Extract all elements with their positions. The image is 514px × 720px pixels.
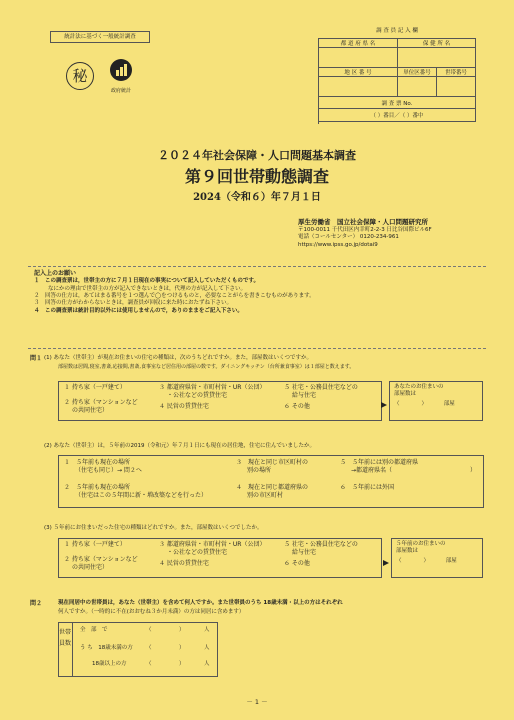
area-no-field[interactable] <box>319 77 398 97</box>
q1a-option-3[interactable]: ３ 都道府県営・市町村営・UR（公団） <box>159 384 266 391</box>
sub-title: 第９回世帯動態調査 <box>184 167 329 186</box>
q1b-option-3[interactable]: ３ 現在と同じ市区町村の <box>236 459 309 466</box>
note-4: ４ この調査票は統計目的以外には使用しませんので，ありのままをご記入下さい。 <box>34 307 243 314</box>
gov-stat-logo-text: 政府統計 <box>110 88 131 94</box>
q2-row2-label: う ち 18歳未満の方 <box>80 645 133 651</box>
arrow-icon <box>383 552 391 560</box>
note-3: ３ 回答の仕方がわからないときは，調査員が回収に来た時におたずね下さい。 <box>34 300 233 307</box>
rooms-box-c <box>391 538 483 578</box>
org-ministry: 厚生労働省 国立社会保障・人口問題研究所 <box>298 218 428 226</box>
notes-heading: 記入上のお願い <box>34 270 77 277</box>
q2-row2-unit: 人 <box>204 645 210 651</box>
q1-part1-note: 部屋数は居間,寝室,書斎,応接間,書斎,食事室など居住用の部屋の数です。ダイニングキッチン（台所兼食事室）は１部屋と数えます。 <box>58 364 355 370</box>
area-no-label: 地 区 番 号 <box>319 68 398 77</box>
stat-label: 統計法に基づく一般統計調査 <box>50 31 150 43</box>
q1-label: 問１ <box>30 355 43 362</box>
q2-label: 問２ <box>30 600 43 607</box>
sheet-no-label: 調 査 票 No. <box>319 97 476 109</box>
q1a-option-2[interactable]: ２ 持ち家（マンションなど <box>64 399 138 406</box>
q2-row2-input[interactable]: （ ） <box>146 645 185 651</box>
q1b-option-1b: （住宅も同じ）→ 問２へ <box>75 467 142 474</box>
page-number: － 1 － <box>246 698 268 706</box>
rooms-box-a-line1: あなたのお住まいの <box>394 384 444 390</box>
q1a-option-3b: ・公社などの賃貸住宅 <box>167 392 228 399</box>
q1b-option-4[interactable]: ４ 現在と同じ都道府県の <box>236 484 309 491</box>
q1b-option-2[interactable]: ２ ５年前も現在の場所 <box>64 484 131 491</box>
gov-stat-logo-icon <box>108 58 134 82</box>
q1b-option-2b: （住宅はこの５年間に新・増改築などを行った） <box>75 492 208 499</box>
org-phone: 電話（コールセンター） 0120-234-961 <box>298 234 399 241</box>
note-2: ２ 回答の仕方は，あてはまる番号を１つ選んで◯をつけるものと，必要なことがらを書きこむものがあります。 <box>34 292 315 299</box>
surveyor-table <box>318 28 476 124</box>
rooms-a-unit: 部屋 <box>443 400 455 407</box>
q1-part2-text: (2) あなた（世帯主）は，５年前の2019（令和元）年７月１日にも現在の居住地，住宅に住んでいましたか。 <box>44 443 316 449</box>
q1-part1-text: (1) あなた（世帯主）が現在お住まいの住宅の種類は，次のうちどれですか。また，部屋数はいくつですか。 <box>44 355 313 361</box>
q2-text2: 何人ですか。（一時的に不在(おおむね３か月未満）の方は同居に含めます） <box>58 609 245 615</box>
q1b-option-4b: 別の市区町村 <box>247 492 284 499</box>
q2-row3-input[interactable]: （ ） <box>146 661 185 667</box>
health-center-field[interactable] <box>398 48 476 68</box>
q2-side-divider <box>72 622 73 677</box>
q1c-option-4[interactable]: ４ 民営の賃貸住宅 <box>159 560 209 567</box>
q1b-option-5[interactable]: ５ ５年前には別の都道府県 <box>340 459 419 466</box>
household-no-label: 世帯番号 <box>437 68 476 77</box>
secret-mark: 秘 <box>66 62 94 90</box>
q1c-option-6[interactable]: ６ その他 <box>284 560 310 567</box>
main-title: ２０２４年社会保障・人口問題基本調査 <box>158 149 356 162</box>
q2-row1-label: 全 部 で <box>80 627 108 633</box>
surveyor-table-title: 調 査 員 記 入 欄 <box>376 28 418 34</box>
unit-area-no-field[interactable] <box>398 77 437 97</box>
arrow-icon <box>381 394 389 402</box>
survey-date: 2024（令和６）年７月１日 <box>193 192 321 203</box>
q2-row3-label: 18歳以上の方 <box>92 661 127 667</box>
q1a-option-5b: 給与住宅 <box>292 392 317 399</box>
rooms-box-a-line2: 部屋数は <box>394 391 417 398</box>
rooms-a-input[interactable]: （ ） <box>394 400 428 407</box>
q1b-option-5b[interactable]: →都道府県名（ <box>351 467 393 474</box>
q2-side-label: 世帯員数 <box>59 629 72 647</box>
q2-text: 現在同居中の世帯員は，あなた（世帯主）を含めて何人ですか。また世帯員のうち 18歳未満・以上の方はそれぞれ <box>58 600 343 606</box>
q1c-option-3b: ・公社などの賃貸住宅 <box>167 549 228 556</box>
q1c-option-1[interactable]: １ 持ち家（一戸建て） <box>64 541 126 548</box>
divider-top <box>28 266 486 267</box>
pref-field[interactable] <box>319 48 398 68</box>
q1a-option-6[interactable]: ６ その他 <box>284 403 310 410</box>
q1-part3-text: (3) ５年前にお住まいだった住宅の種類はどれですか。また，部屋数はいくつでしたか。 <box>44 525 263 531</box>
q2-row3-unit: 人 <box>204 661 210 667</box>
rooms-box-c-line1: ５年前のお住まいの <box>396 541 446 547</box>
notes-block <box>34 270 494 315</box>
divider-mid <box>28 348 486 349</box>
unit-area-no-label: 単位区番号 <box>398 68 437 77</box>
q1c-option-2[interactable]: ２ 持ち家（マンションなど <box>64 556 138 563</box>
note-1b: なにかの理由で世帯主の方が記入できないときは，代理の方が記入して下さい。 <box>48 285 247 292</box>
rooms-c-unit: 部屋 <box>445 557 457 564</box>
pref-label: 都 道 府 県 名 <box>319 39 398 48</box>
q2-row1-input[interactable]: （ ） <box>146 627 185 633</box>
org-url[interactable]: https://www.ipss.go.jp/dotai9 <box>298 241 378 248</box>
q1c-option-5b: 給与住宅 <box>292 549 317 556</box>
rooms-box-c-line2: 部屋数は <box>396 548 419 555</box>
q1a-option-4[interactable]: ４ 民営の賃貸住宅 <box>159 403 209 410</box>
q1a-option-2b: の共同住宅） <box>72 407 109 414</box>
sheet-no-value[interactable]: （ ）番目／（ ）番中 <box>319 109 476 122</box>
gov-stat-logo <box>108 58 134 94</box>
note-1: １ この調査票は，世帯主の方に７月１日現在の事実について記入していただくものです。 <box>34 278 259 285</box>
q1c-option-3[interactable]: ３ 都道府県営・市町村営・UR（公団） <box>159 541 266 548</box>
q1c-option-2b: の共同住宅） <box>72 564 109 571</box>
q1c-option-5[interactable]: ５ 社宅・公務員住宅などの <box>284 541 358 548</box>
q1a-option-1[interactable]: １ 持ち家（一戸建て） <box>64 384 126 391</box>
q1b-option-1[interactable]: １ ５年前も現在の場所 <box>64 459 131 466</box>
org-address: 〒100-0011 千代田区内幸町2-2-3 日比谷国際ビル6F <box>298 226 432 233</box>
q1b-option-3b: 別の場所 <box>247 467 272 474</box>
q1b-option-6[interactable]: ６ ５年前には外国 <box>340 484 395 491</box>
rooms-box-a <box>389 381 483 421</box>
q2-row1-unit: 人 <box>204 627 210 633</box>
household-no-field[interactable] <box>437 77 476 97</box>
rooms-c-input[interactable]: （ ） <box>396 557 430 564</box>
org-block <box>298 218 508 249</box>
health-center-label: 保 健 所 名 <box>398 39 476 48</box>
q1b-pref-close-paren: ） <box>470 467 477 474</box>
q1a-option-5[interactable]: ５ 社宅・公務員住宅などの <box>284 384 358 391</box>
